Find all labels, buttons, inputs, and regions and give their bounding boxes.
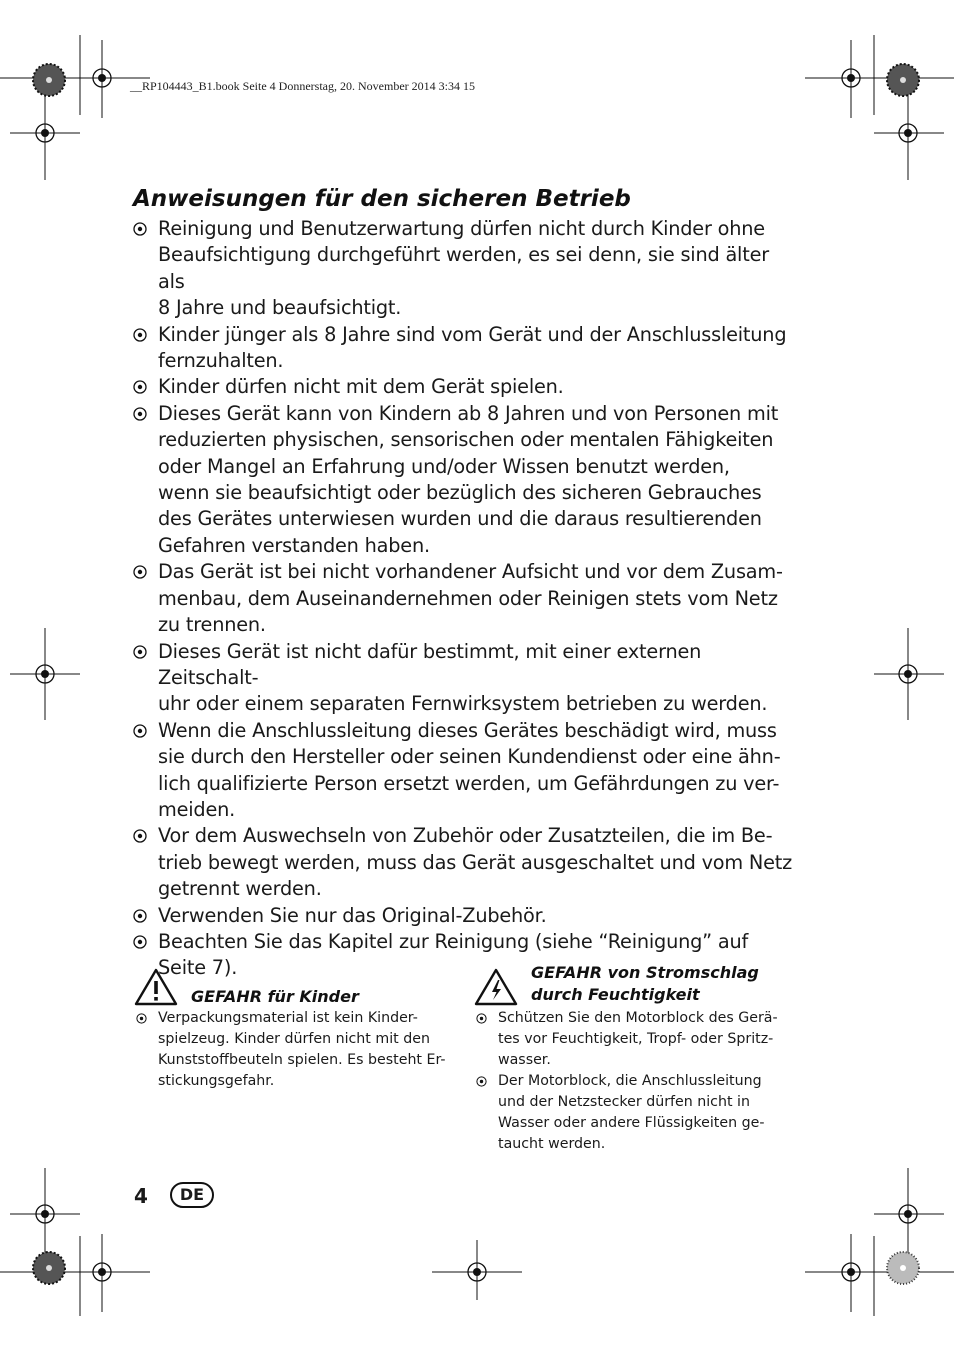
list-item [473, 1008, 803, 1071]
list-item-line: zu trennen. [158, 613, 266, 637]
list-item [133, 1008, 453, 1092]
list-item-line: fernzuhalten. [158, 349, 284, 373]
bullet-icon [136, 1013, 147, 1024]
list-item-line: stickungsgefahr. [158, 1073, 275, 1089]
list-item-line: getrennt werden. [158, 877, 322, 901]
warning-title [191, 986, 359, 1008]
bullet-icon [133, 645, 147, 659]
list-item-line: uhr oder einem separaten Fernwirksystem betrieben zu werden. [158, 692, 768, 716]
list-item-line: Kunststoffbeuteln spielen. Es besteht Er- [158, 1052, 446, 1068]
list-item-line: des Gerätes unterwiesen wurden und die daraus resultierenden [158, 507, 762, 531]
list-item-line: Beachten Sie das Kapitel zur Reinigung (siehe “Reinigung” auf [158, 929, 749, 953]
list-item-line: Reinigung und Benutzerwartung dürfen nicht durch Kinder ohne [158, 217, 765, 240]
list-item [133, 639, 793, 718]
bullet-icon [133, 565, 147, 579]
warning-title-line: GEFAHR von Stromschlag [531, 963, 759, 982]
list-item [133, 903, 793, 929]
bullet-icon [476, 1076, 487, 1087]
bullet-icon [476, 1013, 487, 1024]
list-item [133, 718, 793, 824]
list-item-line: Der Motorblock, die Anschlussleitung [498, 1073, 762, 1089]
list-item-line: spielzeug. Kinder dürfen nicht mit den [158, 1031, 430, 1047]
list-item-line: sie durch den Hersteller oder seinen Kundendienst oder eine ähn- [158, 745, 781, 769]
list-item-line: tes vor Feuchtigkeit, Tropf- oder Spritz- [498, 1031, 774, 1047]
bullet-icon [133, 328, 147, 342]
list-item-line: Wasser oder andere Flüssigkeiten ge- [498, 1115, 765, 1131]
list-item-line: lich qualifizierte Person ersetzt werden, um Gefährdungen zu ver- [158, 771, 780, 795]
list-item-line: Verwenden Sie nur das Original-Zubehör. [158, 903, 547, 927]
list-item-line: reduzierten physischen, sensorischen oder mentalen Fähigkeiten [158, 428, 774, 452]
bullet-icon [133, 407, 147, 421]
list-item [473, 1071, 803, 1155]
warning-title [531, 962, 759, 1006]
bullet-icon [133, 380, 147, 394]
list-item-line: und der Netzstecker dürfen nicht in [498, 1094, 750, 1110]
warning-title-line: durch Feuchtigkeit [531, 985, 700, 1004]
list-item-line: Kinder jünger als 8 Jahre sind vom Gerät und der Anschlussleitung [158, 322, 787, 346]
exclamation-warning-icon [133, 967, 179, 1007]
list-item-line: Beaufsichtigung durchgeführt werden, es sei denn, sie sind älter als [158, 243, 769, 293]
page-number: 4 [134, 1184, 148, 1208]
warning-title-line: GEFAHR für Kinder [191, 987, 359, 1006]
list-item-line: 8 Jahre und beaufsichtigt. [158, 296, 402, 320]
list-item [133, 374, 793, 400]
list-item-line: Wenn die Anschlussleitung dieses Gerätes beschädigt wird, muss [158, 718, 777, 742]
list-item-line: trieb bewegt werden, muss das Gerät ausgeschaltet und vom Netz [158, 850, 793, 874]
lightning-warning-icon [473, 967, 519, 1007]
list-item-line: menbau, dem Auseinandernehmen oder Reinigen stets vom Netz [158, 586, 778, 610]
list-item [133, 823, 793, 902]
list-item-line: Vor dem Auswechseln von Zubehör oder Zusatzteilen, die im Be- [158, 824, 773, 848]
bullet-icon [133, 829, 147, 843]
warning-list [133, 1008, 453, 1092]
bullet-icon [133, 222, 147, 236]
list-item-line: Dieses Gerät ist nicht dafür bestimmt, mit einer externen Zeitschalt- [158, 639, 702, 689]
list-item [133, 401, 793, 559]
list-item-line: Verpackungsmaterial ist kein Kinder- [158, 1010, 418, 1026]
list-item-line: Gefahren verstanden haben. [158, 533, 430, 557]
list-item-line: Das Gerät ist bei nicht vorhandener Aufsicht und vor dem Zusam- [158, 560, 783, 584]
list-item-line: wenn sie beaufsichtigt oder bezüglich des sicheren Gebrauches [158, 481, 762, 505]
list-item-line: Kinder dürfen nicht mit dem Gerät spielen. [158, 375, 564, 399]
list-item [133, 216, 793, 322]
list-item-line: oder Mangel an Erfahrung und/oder Wissen benutzt werden, [158, 454, 730, 478]
bullet-icon [133, 909, 147, 923]
list-item-line: taucht werden. [498, 1136, 606, 1152]
section-title: Anweisungen für den sicheren Betrieb [133, 186, 631, 212]
bullet-icon [133, 724, 147, 738]
list-item-line: meiden. [158, 797, 236, 821]
safety-instructions-list [133, 216, 793, 982]
language-badge: DE [170, 1182, 214, 1208]
list-item-line: Seite 7). [158, 956, 238, 980]
list-item [133, 322, 793, 375]
bullet-icon [133, 935, 147, 949]
list-item-line: Schützen Sie den Motorblock des Gerä- [498, 1010, 778, 1026]
file-info-header: __RP104443_B1.book Seite 4 Donnerstag, 20. November 2014 3:34 15 [130, 79, 475, 93]
warning-list [473, 1008, 803, 1155]
list-item-line: Dieses Gerät kann von Kindern ab 8 Jahren und von Personen mit [158, 401, 779, 425]
list-item-line: wasser. [498, 1052, 551, 1068]
list-item [133, 559, 793, 638]
